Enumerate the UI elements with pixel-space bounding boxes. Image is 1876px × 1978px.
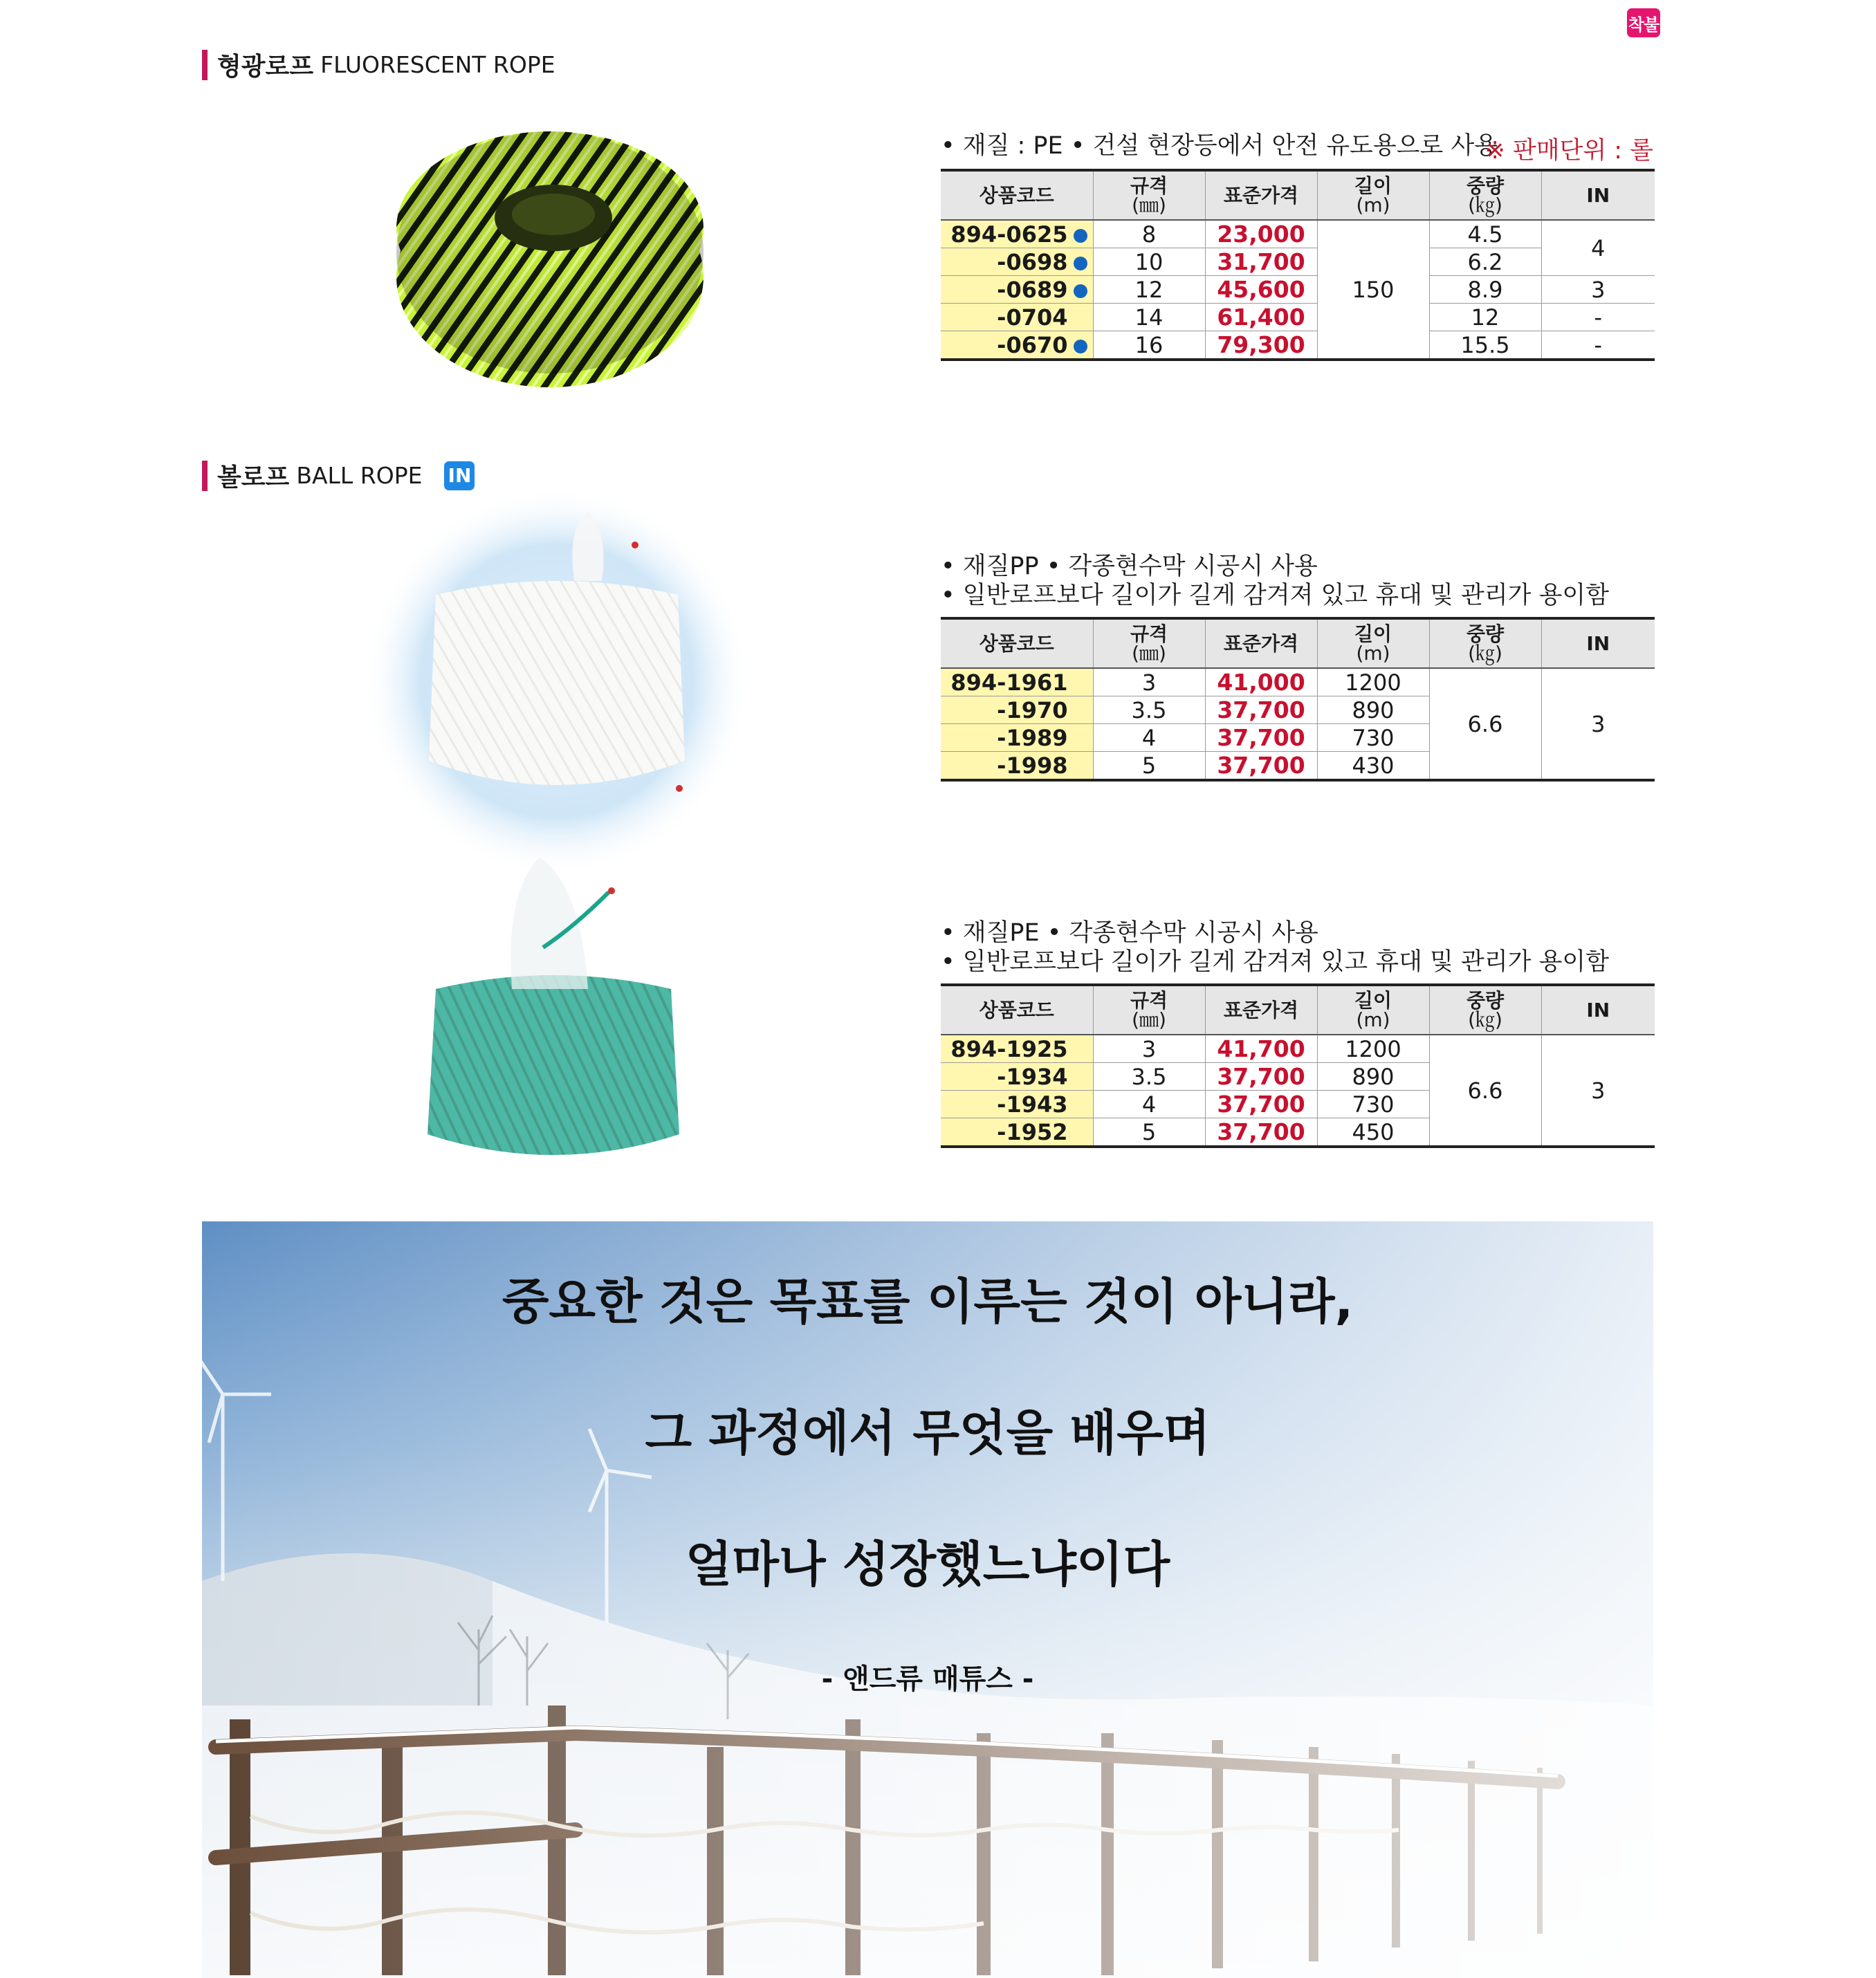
sales-unit-notice: ※ 판매단위 : 롤: [1484, 137, 1653, 165]
shared-length: 150: [1317, 220, 1429, 360]
quote-line-3: 얼마나 성장했느냐이다: [685, 1536, 1170, 1593]
header-size: 규격 (㎜): [1093, 985, 1205, 1035]
title-ko: 볼로프: [217, 463, 290, 492]
header-length: 길이 (m): [1317, 618, 1429, 668]
title-accent-bar: [202, 461, 208, 491]
title-ko: 형광로프: [217, 53, 314, 81]
header-weight: 중량 (㎏): [1429, 170, 1541, 220]
shipping-badge: 착불: [1627, 8, 1660, 37]
table-header-row: [941, 170, 1655, 220]
header-length: 길이 (m): [1317, 170, 1429, 220]
table-row: 894-1925 3 41,700 1200 6.6 3: [941, 1035, 1655, 1063]
header-length: 길이 (m): [1317, 985, 1429, 1035]
quote-banner: [202, 1221, 1653, 1978]
shared-weight: 6.6: [1429, 668, 1541, 780]
winter-fence-illustration: [202, 1221, 1653, 1978]
pe-description-1: • 재질PE • 각종현수막 시공시 사용: [941, 919, 1318, 947]
header-in: IN: [1541, 618, 1655, 668]
stock-dot-icon: [1074, 257, 1087, 270]
table-header-row: [941, 618, 1655, 668]
header-in: IN: [1541, 170, 1655, 220]
fluorescent-spec-table: [941, 169, 1655, 361]
table-row: -0689 12 45,600 8.9 3: [941, 276, 1655, 304]
stock-dot-icon: [1074, 340, 1087, 353]
table-row: -1998 5 37,700 430: [941, 752, 1655, 781]
table-row: 894-0625 8 23,000 150 4.5 4: [941, 220, 1655, 248]
table-row: -0670 16 79,300 15.5 -: [941, 331, 1655, 360]
header-code: 상품코드: [941, 985, 1093, 1035]
header-price: 표준가격: [1205, 170, 1317, 220]
fluorescent-description: • 재질 : PE • 건설 현장등에서 안전 유도용으로 사용: [941, 132, 1498, 160]
header-code: 상품코드: [941, 170, 1093, 220]
stock-dot-icon: [1074, 284, 1087, 298]
header-weight: 중량 (㎏): [1429, 985, 1541, 1035]
pp-description-1: • 재질PP • 각종현수막 시공시 사용: [941, 553, 1318, 580]
title-en: FLUORESCENT ROPE: [320, 51, 555, 78]
table-row: 894-1961 3 41,000 1200 6.6 3: [941, 668, 1655, 696]
stock-dot-icon: [1074, 229, 1087, 243]
header-in: IN: [1541, 985, 1655, 1035]
header-price: 표준가격: [1205, 618, 1317, 668]
pe-ball-rope-spec-table: [941, 983, 1655, 1148]
table-row: -1970 3.5 37,700 890: [941, 696, 1655, 724]
shared-weight: 6.6: [1429, 1035, 1541, 1147]
header-size: 규격 (㎜): [1093, 618, 1205, 668]
section-title-fluorescent: [202, 47, 555, 82]
pp-ball-rope-spec-table: [941, 617, 1655, 782]
header-weight: 중량 (㎏): [1429, 618, 1541, 668]
quote-author: - 앤드류 매튜스 -: [821, 1663, 1034, 1695]
table-row: -0704 14 61,400 12 -: [941, 304, 1655, 331]
pp-description-2: • 일반로프보다 길이가 길게 감겨져 있고 휴대 및 관리가 용이함: [941, 582, 1610, 609]
shared-in: 3: [1541, 1035, 1655, 1147]
table-row: -1943 4 37,700 730: [941, 1091, 1655, 1118]
quote-line-1: 중요한 것은 목표를 이루는 것이 아니라,: [502, 1273, 1354, 1330]
pe-description-2: • 일반로프보다 길이가 길게 감겨져 있고 휴대 및 관리가 용이함: [941, 948, 1610, 976]
header-code: 상품코드: [941, 618, 1093, 668]
quote-line-2: 그 과정에서 무엇을 배우며: [645, 1405, 1211, 1461]
title-accent-bar: [202, 50, 208, 80]
header-price: 표준가격: [1205, 985, 1317, 1035]
table-row: -1989 4 37,700 730: [941, 724, 1655, 752]
fluorescent-rope-image: [387, 104, 712, 401]
table-row: -0698 10 31,700 6.2: [941, 248, 1655, 276]
table-row: -1934 3.5 37,700 890: [941, 1063, 1655, 1091]
pe-ball-rope-image: [408, 851, 699, 1169]
table-header-row: [941, 985, 1655, 1035]
shared-in: 3: [1541, 668, 1655, 780]
table-row: -1952 5 37,700 450: [941, 1118, 1655, 1147]
in-badge: IN: [444, 461, 475, 490]
shared-in: 4: [1541, 220, 1655, 276]
title-en: BALL ROPE: [296, 462, 423, 489]
header-size: 규격 (㎜): [1093, 170, 1205, 220]
pp-ball-rope-image: [360, 484, 754, 871]
